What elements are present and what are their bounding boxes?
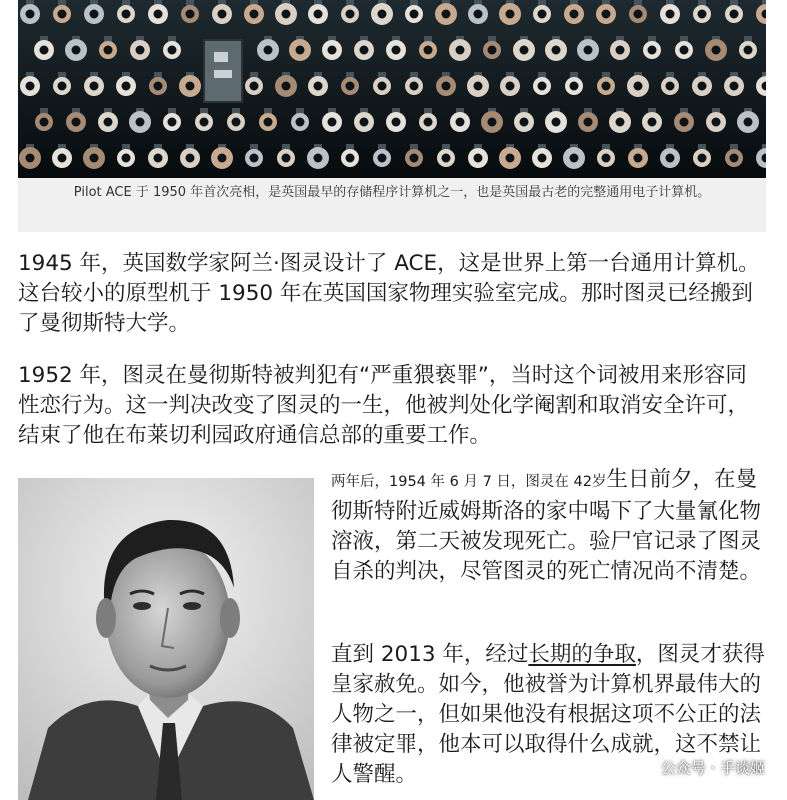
- valve-socket: [442, 82, 451, 91]
- valve-socket: [250, 82, 259, 91]
- valve-socket: [506, 82, 515, 91]
- valve-socket: [602, 10, 611, 19]
- wechat-official-account-icon: [638, 759, 656, 777]
- valve-socket: [346, 10, 355, 19]
- valve-socket: [552, 118, 561, 127]
- paragraph-death: [331, 465, 766, 587]
- valve-socket: [698, 82, 707, 91]
- valve-socket: [520, 118, 529, 127]
- valve-socket: [712, 118, 721, 127]
- long-campaign-link[interactable]: 长期的争取: [528, 642, 636, 667]
- valve-socket: [58, 82, 67, 91]
- photo-caption: [18, 178, 766, 232]
- valve-socket: [584, 118, 593, 127]
- valve-socket: [602, 82, 611, 91]
- valve-socket: [90, 10, 99, 19]
- valve-socket: [634, 82, 643, 91]
- valve-socket: [538, 154, 547, 163]
- valve-socket: [680, 118, 689, 127]
- valve-socket: [218, 10, 227, 19]
- valve-socket: [424, 46, 433, 55]
- valve-socket: [186, 82, 195, 91]
- valve-socket: [744, 46, 753, 55]
- valve-socket: [360, 46, 369, 55]
- valve-socket: [40, 46, 49, 55]
- valve-socket: [72, 46, 81, 55]
- valve-socket: [186, 10, 195, 19]
- valve-socket: [392, 118, 401, 127]
- valve-socket: [314, 154, 323, 163]
- valve-socket: [250, 10, 259, 19]
- valve-socket: [58, 10, 67, 19]
- valve-socket: [168, 46, 177, 55]
- valve-socket: [616, 118, 625, 127]
- valve-socket: [506, 10, 515, 19]
- valve-socket: [538, 82, 547, 91]
- valve-socket: [456, 46, 465, 55]
- valve-socket: [698, 10, 707, 19]
- valve-socket: [730, 10, 739, 19]
- valve-socket: [26, 82, 35, 91]
- valve-socket: [232, 118, 241, 127]
- valve-socket: [168, 118, 177, 127]
- valve-socket: [90, 154, 99, 163]
- valve-socket: [410, 154, 419, 163]
- valve-socket: [122, 154, 131, 163]
- valve-socket: [648, 118, 657, 127]
- account-watermark: [638, 757, 765, 778]
- valve-socket: [218, 154, 227, 163]
- valve-socket: [26, 10, 35, 19]
- paragraph-ace-design: 1945 年，英国数学家阿兰·图灵设计了 ACE，这是世界上第一台通用计算机。这台较小的原型机于 1950 年在英国国家物理实验室完成。那时图灵已经搬到了曼彻斯特大学。: [18, 251, 760, 336]
- paragraph-conviction: 1952 年，图灵在曼彻斯特被判犯有“严重猥亵罪”，当时这个词被用来形容同性恋行为。这一判决改变了图灵的一生，他被判处化学阉割和取消安全许可，结束了他在布莱切利园政府通信总部的重要工作。: [18, 363, 750, 448]
- watermark-text: 公众号 · 手谈姬: [660, 759, 765, 777]
- valve-socket: [296, 118, 305, 127]
- valve-socket: [474, 82, 483, 91]
- valve-socket: [584, 46, 593, 55]
- valve-socket: [282, 82, 291, 91]
- valve-socket: [122, 82, 131, 91]
- valve-socket: [200, 118, 209, 127]
- valve-socket: [648, 46, 657, 55]
- valve-socket: [40, 118, 49, 127]
- valve-socket: [378, 154, 387, 163]
- valve-socket: [552, 46, 561, 55]
- valve-socket: [136, 46, 145, 55]
- valve-socket: [26, 154, 35, 163]
- valve-socket: [442, 154, 451, 163]
- valve-socket: [314, 82, 323, 91]
- valve-socket: [456, 118, 465, 127]
- valve-socket: [104, 46, 113, 55]
- valve-socket: [410, 82, 419, 91]
- valve-socket: [474, 154, 483, 163]
- valve-socket: [264, 46, 273, 55]
- valve-socket: [346, 82, 355, 91]
- valve-socket: [506, 154, 515, 163]
- valve-socket: [314, 10, 323, 19]
- valve-socket: [250, 154, 259, 163]
- valve-socket: [122, 10, 131, 19]
- valve-socket: [296, 46, 305, 55]
- valve-socket: [410, 10, 419, 19]
- valve-socket: [136, 118, 145, 127]
- valve-socket: [634, 154, 643, 163]
- valve-socket: [346, 154, 355, 163]
- valve-socket: [680, 46, 689, 55]
- valve-socket: [442, 10, 451, 19]
- turing-portrait-image: [18, 478, 314, 800]
- paragraph-pardon-before: 直到 2013 年，经过: [331, 642, 529, 667]
- valve-socket: [360, 118, 369, 127]
- valve-socket: [616, 46, 625, 55]
- valve-socket: [328, 118, 337, 127]
- valve-socket: [698, 154, 707, 163]
- valve-socket: [744, 118, 753, 127]
- valve-socket: [666, 10, 675, 19]
- valve-socket: [282, 10, 291, 19]
- valve-socket: [154, 10, 163, 19]
- valve-socket: [730, 82, 739, 91]
- valve-socket: [570, 10, 579, 19]
- valve-socket: [282, 154, 291, 163]
- valve-socket: [538, 10, 547, 19]
- valve-socket: [488, 46, 497, 55]
- valve-socket: [378, 82, 387, 91]
- valve-socket: [378, 10, 387, 19]
- turing-portrait: [18, 478, 314, 800]
- paragraph-death-lead: 两年后，1954 年 6 月 7 日，图灵在 42岁: [331, 474, 607, 490]
- valve-socket: [488, 118, 497, 127]
- valve-socket: [520, 46, 529, 55]
- pilot-ace-image: [18, 0, 766, 178]
- valve-socket: [666, 154, 675, 163]
- valve-socket: [570, 154, 579, 163]
- valve-socket: [666, 82, 675, 91]
- valve-socket: [712, 46, 721, 55]
- valve-socket: [154, 154, 163, 163]
- valve-socket: [58, 154, 67, 163]
- valve-socket: [264, 118, 273, 127]
- pilot-ace-photo: [18, 0, 766, 178]
- valve-socket: [90, 82, 99, 91]
- valve-socket: [570, 82, 579, 91]
- valve-socket: [72, 118, 81, 127]
- valve-socket: [104, 118, 113, 127]
- valve-socket: [602, 154, 611, 163]
- paragraph-pardon-after: ，图灵才获得皇家赦免。如今，他被誉为计算机界最伟大的人物之一，但如果他没有根据这项不公正的法律被定罪，他本可以取得什么成就，这不禁让人警醒。: [331, 642, 765, 787]
- caption-text: Pilot ACE 于 1950 年首次亮相，是英国最早的存储程序计算机之一，也是英国最古老的完整通用电子计算机。: [73, 185, 711, 200]
- valve-socket: [730, 154, 739, 163]
- valve-socket: [424, 118, 433, 127]
- valve-socket: [186, 154, 195, 163]
- valve-socket: [328, 46, 337, 55]
- paragraph-death-rest: 生日前夕，在曼彻斯特附近威姆斯洛的家中喝下了大量氰化物溶液，第二天被发现死亡。验尸官记录了图灵自杀的判决，尽管图灵的死亡情况尚不清楚。: [331, 467, 762, 584]
- valve-socket: [634, 10, 643, 19]
- valve-socket: [392, 46, 401, 55]
- valve-socket: [154, 82, 163, 91]
- valve-socket: [474, 10, 483, 19]
